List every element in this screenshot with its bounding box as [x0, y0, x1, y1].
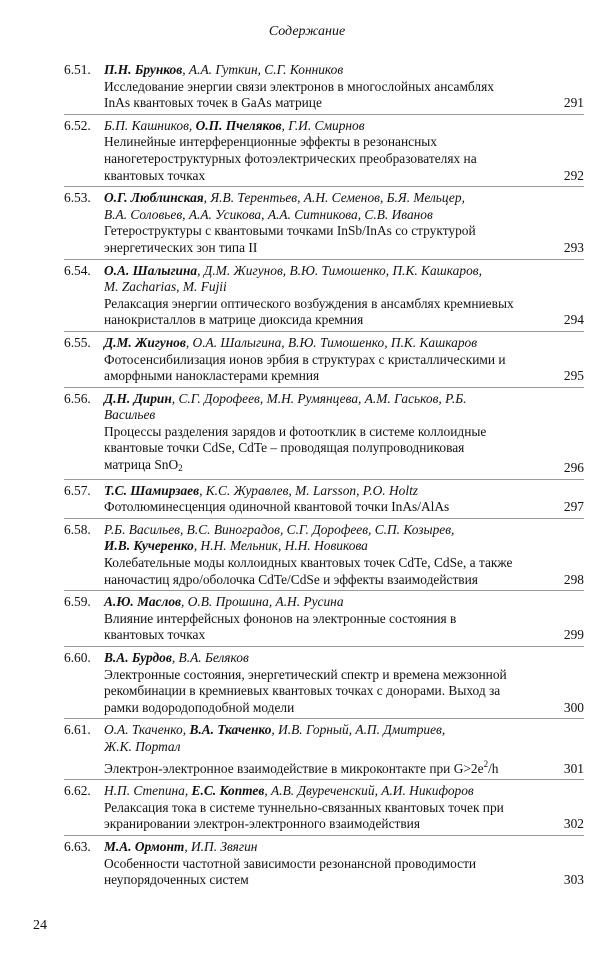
entry-page-number: 293: [563, 239, 584, 255]
authors-line: [104, 190, 536, 207]
title-line: [104, 700, 536, 717]
entry-authors: [104, 190, 536, 223]
entry-page-number: 294: [563, 312, 584, 328]
title-text: аморфными нанокластерами кремния: [104, 368, 320, 384]
entry-number: 6.52.: [64, 117, 91, 133]
entry-title: [104, 800, 536, 833]
authors-line: [104, 722, 536, 739]
title-line: [104, 368, 536, 385]
entry-title: [104, 79, 536, 112]
entry-title: [104, 611, 536, 644]
entry-page-number: 291: [563, 95, 584, 111]
entry-number: 6.60.: [64, 650, 91, 665]
page-number: 24: [33, 918, 47, 933]
entry-authors: [104, 263, 536, 296]
title-line: [104, 800, 536, 817]
toc-entry: [64, 260, 584, 332]
authors-line: [104, 407, 536, 424]
authors-text: , О.А. Шалыгина, В.Ю. Тимошенко, П.К. Кашкаров: [185, 334, 478, 350]
entry-title: [104, 555, 536, 588]
authors-text: , Д.М. Жигунов, В.Ю. Тимошенко, П.К. Кашкаров,: [197, 262, 482, 278]
entry-content: [104, 391, 536, 477]
title-text: Исследование энергии связи электронов в многослойных ансамблях: [104, 78, 494, 94]
title-text: Релаксация энергии оптического возбуждения в ансамблях кремниевых: [104, 295, 514, 311]
entry-title: [104, 499, 536, 516]
authors-text: , А.В. Двуреченский, А.И. Никифоров: [264, 783, 474, 799]
entry-number: 6.61.: [64, 722, 91, 738]
authors-text: , К.С. Журавлев, M. Larsson, P.O. Holtz: [199, 482, 418, 498]
title-line: [104, 134, 536, 151]
entry-content: [104, 722, 536, 777]
entry-number: 6.54.: [64, 262, 91, 278]
entry-content: [104, 118, 536, 184]
title-text: Релаксация тока в системе туннельно-связанных квантовых точек при: [104, 799, 504, 815]
title-line: [104, 296, 536, 313]
authors-line: [104, 594, 536, 611]
entry-content: [104, 62, 536, 112]
authors-line: [104, 263, 536, 280]
toc-entry: [64, 115, 584, 187]
entry-title: [104, 296, 536, 329]
authors-text: , О.В. Прошина, А.Н. Русина: [181, 594, 344, 610]
lead-author: Д.Н. Дирин: [104, 390, 172, 406]
entry-authors: [104, 483, 536, 500]
entry-number: 6.63.: [64, 838, 91, 854]
entry-number: 6.57.: [64, 482, 91, 498]
toc-entry: [64, 719, 584, 780]
entry-page-number: 300: [563, 699, 584, 715]
entry-title: [104, 134, 536, 184]
entry-title: [104, 352, 536, 385]
authors-text: , И.П. Звягин: [184, 838, 258, 854]
entry-authors: [104, 391, 536, 424]
title-line: [104, 816, 536, 833]
title-line: [104, 457, 536, 477]
title-text: Процессы разделения зарядов и фотоотклик в системе коллоидные: [104, 423, 487, 439]
lead-author: И.В. Кучеренко: [104, 538, 194, 554]
title-line: [104, 555, 536, 572]
toc-entry: [64, 62, 584, 115]
entry-number: 6.62.: [64, 783, 91, 799]
title-line: [104, 424, 536, 441]
authors-line: [104, 839, 536, 856]
entry-authors: [104, 783, 536, 800]
toc-entry: [64, 519, 584, 591]
authors-line: [104, 391, 536, 408]
title-text: квантовые точки CdSe, CdTe – проводящая полупроводниковая: [104, 440, 465, 456]
entry-page-number: 296: [563, 460, 584, 476]
title-text: Колебательные моды коллоидных квантовых точек CdTe, CdSe, а также: [104, 555, 513, 571]
lead-author: В.А. Бурдов: [104, 650, 172, 665]
title-text: неупорядоченных систем: [104, 872, 249, 888]
title-text: нанокристаллов в матрице диоксида кремния: [104, 312, 364, 328]
title-text: энергетических зон типа II: [104, 239, 258, 255]
toc-entry: [64, 332, 584, 388]
entry-title: [104, 424, 536, 477]
lead-author: П.Н. Брунков: [104, 62, 183, 77]
toc-entry: [64, 480, 584, 519]
entry-authors: [104, 335, 536, 352]
authors-text: , В.А. Беляков: [171, 650, 249, 665]
title-line: [104, 756, 536, 778]
authors-text: M. Zacharias, M. Fujii: [104, 279, 227, 295]
title-line: [104, 79, 536, 96]
toc-entry: [64, 780, 584, 836]
authors-line: [104, 522, 536, 539]
entry-authors: [104, 839, 536, 856]
title-line: [104, 312, 536, 329]
subscript: 2: [178, 463, 183, 474]
entry-authors: [104, 62, 536, 79]
toc-entry: [64, 187, 584, 259]
authors-line: [104, 62, 536, 79]
entry-page-number: 298: [563, 571, 584, 587]
title-line: [104, 667, 536, 684]
title-line: [104, 856, 536, 873]
entry-content: [104, 483, 536, 516]
lead-author: О.П. Пчеляков: [195, 117, 282, 133]
entry-number: 6.59.: [64, 594, 91, 610]
authors-line: [104, 118, 536, 135]
entry-content: [104, 263, 536, 329]
authors-text: О.А. Ткаченко,: [104, 722, 190, 738]
authors-text: Ж.К. Портал: [104, 738, 181, 754]
entry-number: 6.56.: [64, 390, 91, 406]
entry-authors: [104, 118, 536, 135]
entry-title: [104, 756, 536, 778]
title-line: [104, 572, 536, 589]
authors-line: [104, 207, 536, 224]
entry-content: [104, 839, 536, 889]
entry-page-number: 301: [563, 760, 584, 776]
title-text: экранировании электрон-электронного взаимодействия: [104, 816, 421, 832]
authors-text: , А.А. Гуткин, С.Г. Конников: [182, 62, 344, 77]
title-text: наногетероструктурных фотоэлектрических преобразователях на: [104, 150, 477, 166]
toc-entry: [64, 836, 584, 891]
title-line: [104, 872, 536, 889]
authors-line: [104, 483, 536, 500]
lead-author: О.А. Шалыгина: [104, 262, 198, 278]
entry-authors: [104, 722, 536, 755]
authors-text: , Г.И. Смирнов: [281, 117, 365, 133]
title-text: InAs квантовых точек в GaAs матрице: [104, 95, 322, 111]
authors-text: Б.П. Кашников,: [104, 117, 196, 133]
entry-authors: [104, 522, 536, 555]
title-text: рекомбинации в кремниевых квантовых точках с донорами. Выход за: [104, 683, 501, 699]
entry-title: [104, 856, 536, 889]
title-line: [104, 95, 536, 112]
authors-text: , И.В. Горный, А.П. Дмитриев,: [271, 722, 446, 738]
entry-number: 6.58.: [64, 521, 91, 537]
entry-authors: [104, 594, 536, 611]
entry-page-number: 295: [563, 368, 584, 384]
lead-author: О.Г. Люблинская: [104, 190, 204, 206]
entry-page-number: 299: [563, 627, 584, 643]
title-line: [104, 223, 536, 240]
title-line: [104, 168, 536, 185]
title-text: Фотосенсибилизация ионов эрбия в структурах с кристаллическими и: [104, 351, 506, 367]
authors-line: [104, 783, 536, 800]
entry-title: [104, 223, 536, 256]
title-text: квантовых точках: [104, 167, 206, 183]
entry-content: [104, 190, 536, 256]
lead-author: Е.С. Коптев: [191, 783, 265, 799]
authors-text: Васильев: [104, 407, 156, 423]
title-text: Фотолюминесценция одиночной квантовой точки InAs/AlAs: [104, 499, 450, 515]
entry-content: [104, 335, 536, 385]
toc-entry: [64, 591, 584, 647]
entry-page-number: 297: [563, 499, 584, 515]
title-line: [104, 683, 536, 700]
lead-author: М.А. Ормонт: [104, 838, 185, 854]
title-text: квантовых точках: [104, 627, 206, 643]
title-line: [104, 240, 536, 257]
entry-number: 6.55.: [64, 334, 91, 350]
title-line: [104, 499, 536, 516]
title-text: Влияние интерфейсных фононов на электронные состояния в: [104, 610, 457, 626]
lead-author: В.А. Ткаченко: [189, 722, 272, 738]
title-text: Особенности частотной зависимости резонансной проводимости: [104, 855, 477, 871]
authors-text: , Я.В. Терентьев, А.Н. Семенов, Б.Я. Мельцер,: [203, 190, 465, 206]
title-line: [104, 627, 536, 644]
entry-title: [104, 667, 536, 717]
title-text: Электронные состояния, энергетический спектр и времена межзонной: [104, 666, 507, 682]
toc-entry: [64, 647, 584, 719]
lead-author: А.Ю. Маслов: [104, 594, 182, 610]
title-text: Нелинейные интерференционные эффекты в резонансных: [104, 134, 437, 150]
authors-line: [104, 650, 536, 667]
entry-number: 6.51.: [64, 62, 91, 77]
authors-text: Н.П. Степина,: [104, 783, 192, 799]
title-text: Электрон-электронное взаимодействие в микроконтакте при G>2e: [104, 760, 484, 776]
entry-page-number: 292: [563, 167, 584, 183]
superscript: 2: [483, 758, 489, 769]
authors-line: [104, 538, 536, 555]
entry-content: [104, 650, 536, 716]
title-line: [104, 151, 536, 168]
title-text: рамки водородоподобной модели: [104, 699, 295, 715]
title-text: Гетероструктуры с квантовыми точками InSb/InAs со структурой: [104, 223, 476, 239]
entry-content: [104, 594, 536, 644]
toc-entry: [64, 388, 584, 480]
authors-line: [104, 739, 536, 756]
title-line: [104, 352, 536, 369]
authors-text: Р.Б. Васильев, В.С. Виноградов, С.Г. Дорофеев, С.П. Козырев,: [104, 521, 455, 537]
entry-authors: [104, 650, 536, 667]
title-line: [104, 440, 536, 457]
authors-text: В.А. Соловьев, А.А. Усикова, А.А. Ситникова, С.В. Иванов: [104, 206, 433, 222]
authors-text: , Н.Н. Мельник, Н.Н. Новикова: [193, 538, 368, 554]
toc-list: [64, 62, 584, 891]
entry-number: 6.53.: [64, 190, 91, 206]
authors-line: [104, 279, 536, 296]
lead-author: Т.С. Шамирзаев: [104, 482, 200, 498]
entry-content: [104, 783, 536, 833]
entry-page-number: 302: [563, 816, 584, 832]
authors-line: [104, 335, 536, 352]
title-line: [104, 611, 536, 628]
title-text: наночастиц ядро/оболочка CdTe/CdSe и эффекты взаимодействия: [104, 571, 478, 587]
lead-author: Д.М. Жигунов: [104, 334, 186, 350]
page-header: Содержание: [268, 24, 346, 39]
title-text: /h: [488, 760, 499, 776]
title-text: матрица SnO: [104, 457, 179, 473]
authors-text: , С.Г. Дорофеев, М.Н. Румянцева, А.М. Гаськов, Р.Б.: [171, 390, 467, 406]
entry-content: [104, 522, 536, 588]
entry-page-number: 303: [563, 872, 584, 888]
